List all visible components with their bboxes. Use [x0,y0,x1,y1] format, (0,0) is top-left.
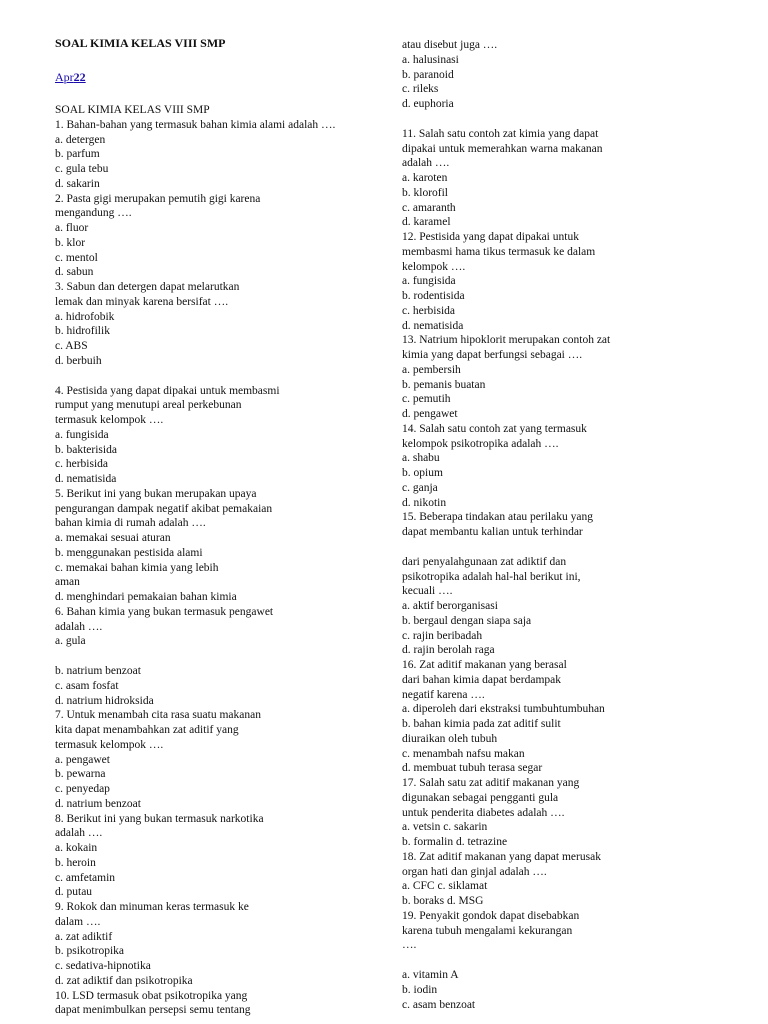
left-text-line: 6. Bahan kimia yang bukan termasuk pengawet [55,606,274,618]
right-text-line: kimia yang dapat berfungsi sebagai …. [402,349,583,361]
right-text-line: a. CFC c. siklamat [402,880,488,892]
right-text-line: 18. Zat aditif makanan yang dapat merusak [402,851,601,863]
right-text-line: digunakan sebagai pengganti gula [402,792,559,804]
left-text-line: 1. Bahan-bahan yang termasuk bahan kimia alami adalah …. [55,119,336,131]
left-text-line: a. pengawet [55,754,110,766]
left-text-line: rumput yang menutupi areal perkebunan [55,399,242,411]
right-text-line: d. membuat tubuh terasa segar [402,762,543,774]
right-text-line: dari penyalahgunaan zat adiktif dan [402,556,567,568]
right-text-line: b. iodin [402,984,438,996]
right-text-line: karena tubuh mengalami kekurangan [402,925,573,937]
document-heading: SOAL KIMIA KELAS VIII SMP [55,36,226,50]
left-text-line: 5. Berikut ini yang bukan merupakan upaya [55,488,257,500]
right-text-line: c. rajin beribadah [402,630,483,642]
right-text-line: kelompok psikotropika adalah …. [402,438,559,450]
right-text-line: atau disebut juga …. [402,39,498,51]
right-text-line: 15. Beberapa tindakan atau perilaku yang [402,511,593,523]
right-text-line: b. formalin d. tetrazine [402,836,508,848]
right-text-line: d. karamel [402,216,451,228]
right-text-line: 11. Salah satu contoh zat kimia yang dapat [402,128,599,140]
right-text-line: kelompok …. [402,261,466,273]
left-text-line: a. memakai sesuai aturan [55,532,171,544]
post-date-month[interactable]: Apr [55,70,74,84]
right-text-line: 14. Salah satu contoh zat yang termasuk [402,423,587,435]
left-text-line: adalah …. [55,827,103,839]
left-text-line: 9. Rokok dan minuman keras termasuk ke [55,901,249,913]
left-text-line: adalah …. [55,621,103,633]
left-text-line: termasuk kelompok …. [55,739,164,751]
left-text-line: c. asam fosfat [55,680,119,692]
right-text-line: a. aktif berorganisasi [402,600,498,612]
right-text-line: d. pengawet [402,408,458,420]
left-text-line: b. psikotropika [55,945,124,957]
right-text-line: d. nikotin [402,497,447,509]
right-text-line: c. asam benzoat [402,999,476,1011]
left-text-line: a. gula [55,635,86,647]
right-text-line: a. halusinasi [402,54,459,66]
left-text-line: d. menghindari pemakaian bahan kimia [55,591,237,603]
left-text-line: 10. LSD termasuk obat psikotropika yang [55,990,248,1002]
left-text-line: c. mentol [55,252,98,264]
left-text-line: pengurangan dampak negatif akibat pemakaian [55,503,273,515]
right-text-line: dapat membantu kalian untuk terhindar [402,526,583,538]
left-text-line: termasuk kelompok …. [55,414,164,426]
left-text-line: a. zat adiktif [55,931,113,943]
right-text-line: c. rileks [402,83,439,95]
left-text-line: d. zat adiktif dan psikotropika [55,975,193,987]
right-text-line: c. ganja [402,482,438,494]
right-text-line: d. euphoria [402,98,454,110]
right-text-line: 16. Zat aditif makanan yang berasal [402,659,567,671]
right-text-line: c. herbisida [402,305,456,317]
right-text-line: c. menambah nafsu makan [402,748,525,760]
right-text-line: 13. Natrium hipoklorit merupakan contoh zat [402,334,611,346]
right-text-line: b. klorofil [402,187,448,199]
left-text-line: 2. Pasta gigi merupakan pemutih gigi karena [55,193,261,205]
right-text-line: 12. Pestisida yang dapat dipakai untuk [402,231,579,243]
right-text-line: adalah …. [402,157,450,169]
left-text-line: b. pewarna [55,768,106,780]
left-text-line: a. fluor [55,222,89,234]
left-text-line: b. menggunakan pestisida alami [55,547,203,559]
left-text-line: a. kokain [55,842,98,854]
left-text-line: c. herbisida [55,458,109,470]
left-text-line: b. heroin [55,857,96,869]
left-text-line: 3. Sabun dan detergen dapat melarutkan [55,281,240,293]
left-text-line: c. amfetamin [55,872,116,884]
right-text-line: b. bergaul dengan siapa saja [402,615,532,627]
left-text-line: c. penyedap [55,783,110,795]
left-text-line: bahan kimia di rumah adalah …. [55,517,206,529]
left-text-line: lemak dan minyak karena bersifat …. [55,296,229,308]
right-text-line: a. vetsin c. sakarin [402,821,488,833]
left-text-line: dalam …. [55,916,101,928]
right-text-line: a. diperoleh dari ekstraksi tumbuhtumbuhan [402,703,605,715]
left-text-line: d. sabun [55,266,94,278]
right-text-line: d. nematisida [402,320,464,332]
right-text-line: 19. Penyakit gondok dapat disebabkan [402,910,580,922]
right-text-line: b. rodentisida [402,290,465,302]
right-text-line: psikotropika adalah hal-hal berikut ini, [402,571,581,583]
left-text-line: b. bakterisida [55,444,117,456]
left-text-line: d. natrium hidroksida [55,695,154,707]
left-text-line: mengandung …. [55,207,132,219]
right-text-line: b. boraks d. MSG [402,895,484,907]
left-text-line: d. nematisida [55,473,117,485]
left-text-line: d. putau [55,886,93,898]
right-text-line: a. fungisida [402,275,456,287]
right-text-line: untuk penderita diabetes adalah …. [402,807,565,819]
right-text-line: negatif karena …. [402,689,485,701]
post-date-link[interactable] [55,70,86,84]
left-text-line: c. memakai bahan kimia yang lebih [55,562,219,574]
right-text-line: c. pemutih [402,393,451,405]
right-text-line: c. amaranth [402,202,456,214]
right-text-line: d. rajin berolah raga [402,644,495,656]
right-text-line: b. bahan kimia pada zat aditif sulit [402,718,561,730]
left-text-line: kita dapat menambahkan zat aditif yang [55,724,239,736]
left-text-line: c. ABS [55,340,88,352]
post-date-day[interactable]: 22 [73,70,86,84]
right-text-line: b. opium [402,467,443,479]
right-text-line: kecuali …. [402,585,453,597]
left-text-line: a. fungisida [55,429,109,441]
left-text-line: a. hidrofobik [55,311,115,323]
left-text-line: b. parfum [55,148,100,160]
left-text-line: 7. Untuk menambah cita rasa suatu makanan [55,709,261,721]
right-text-line: organ hati dan ginjal adalah …. [402,866,547,878]
left-text-line: a. detergen [55,134,106,146]
left-text-line: d. natrium benzoat [55,798,141,810]
right-text-line: dari bahan kimia dapat berdampak [402,674,562,686]
left-text-line: b. natrium benzoat [55,665,141,677]
right-text-line: b. pemanis buatan [402,379,486,391]
right-text-line: a. shabu [402,452,440,464]
left-text-line: aman [55,576,80,588]
right-text-line: 17. Salah satu zat aditif makanan yang [402,777,580,789]
left-text-line: 4. Pestisida yang dapat dipakai untuk membasmi [55,385,280,397]
right-text-line: a. pembersih [402,364,461,376]
right-text-line: a. karoten [402,172,448,184]
left-text-line: SOAL KIMIA KELAS VIII SMP [55,104,210,116]
right-text-line: …. [402,939,417,951]
left-text-line: b. hidrofilik [55,325,110,337]
left-text-line: c. gula tebu [55,163,109,175]
left-text-line: d. berbuih [55,355,102,367]
left-text-line: b. klor [55,237,86,249]
right-text-line: diuraikan oleh tubuh [402,733,498,745]
left-text-line: d. sakarin [55,178,100,190]
right-text-line: dipakai untuk memerahkan warna makanan [402,143,603,155]
right-text-line: b. paranoid [402,69,454,81]
right-text-line: a. vitamin A [402,969,459,981]
right-text-line: membasmi hama tikus termasuk ke dalam [402,246,596,258]
left-text-line: c. sedativa-hipnotika [55,960,151,972]
left-text-line: dapat menimbulkan persepsi semu tentang [55,1004,251,1016]
left-text-line: 8. Berikut ini yang bukan termasuk narkotika [55,813,264,825]
